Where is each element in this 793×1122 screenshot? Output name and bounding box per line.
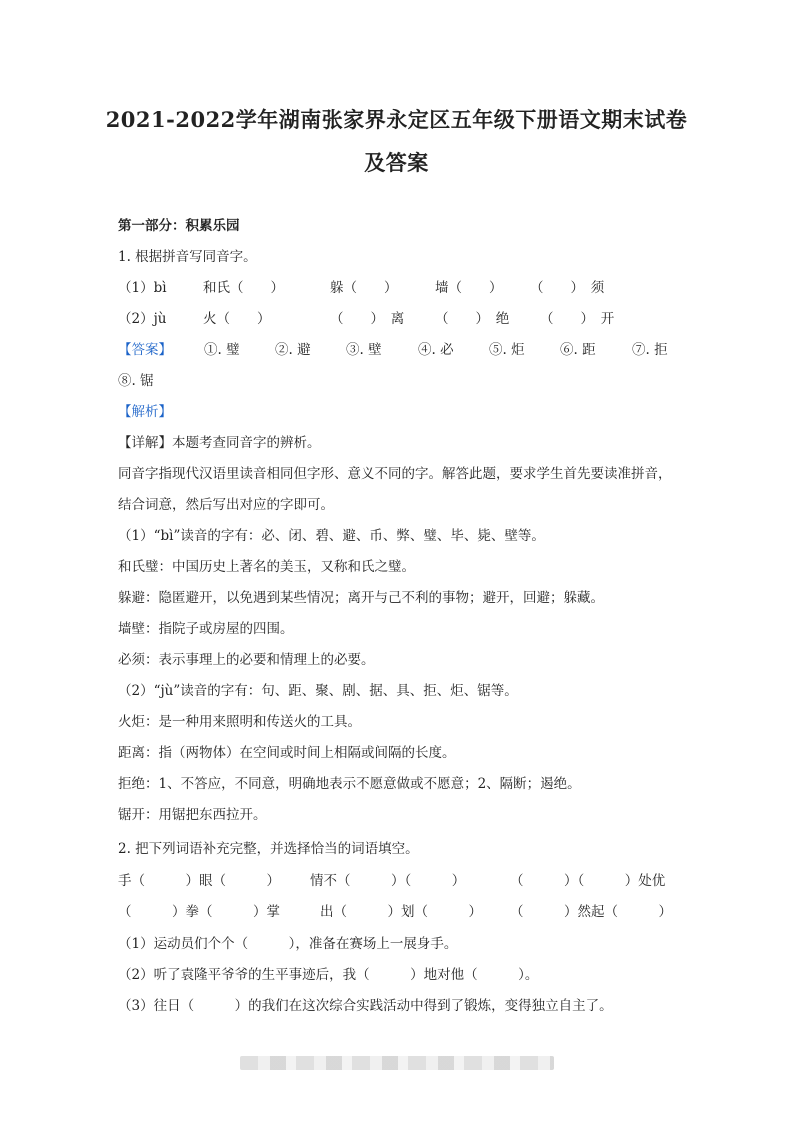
analysis-label: 【解析】 [118, 404, 172, 420]
analysis-line: （1）“bì”读音的字有：必、闭、碧、避、币、弊、璧、毕、毙、壁等。 [118, 528, 545, 544]
analysis-line: 结合词意，然后写出对应的字即可。 [118, 497, 334, 513]
answer-item: ②. 避 [275, 342, 311, 358]
q1-row1-blank: 躲（ ） [330, 280, 398, 296]
blurred-footer [240, 1056, 554, 1070]
analysis-line: 必须：表示事理上的必要和情理上的必要。 [118, 652, 375, 668]
analysis-line: 同音字指现代汉语里读音相同但字形、意义不同的字。解答此题，要求学生首先要读准拼音， [118, 466, 672, 482]
analysis-line: 火炬：是一种用来照明和传送火的工具。 [118, 714, 361, 730]
q2-item: （2）听了袁隆平爷爷的生平事迹后，我（ ）地对他（ ）。 [118, 967, 539, 983]
q2-word-blank: （ ）然起（ ） [510, 904, 672, 920]
q2-word-blank: 手（ ）眼（ ） [118, 873, 280, 889]
q1-row2-blank: 火（ ） [203, 311, 271, 327]
answer-item: ③. 壁 [346, 342, 382, 358]
q1-row2-blank: （ ） 离 [330, 311, 405, 327]
answer-item: ⑥. 距 [560, 342, 596, 358]
q1-row1-blank: 墙（ ） [435, 280, 503, 296]
page-title: 2021-2022学年湖南张家界永定区五年级下册语文期末试卷 [105, 107, 688, 132]
q1-row1-label: （1）bì [118, 280, 167, 296]
q2-word-blank: （ ）（ ）处优 [510, 873, 666, 889]
answer-item: ⑤. 炬 [489, 342, 525, 358]
analysis-line: （2）“jù”读音的字有：句、距、聚、剧、据、具、拒、炬、锯等。 [118, 683, 518, 699]
q1-row1-blank: 和氏（ ） [203, 280, 284, 296]
answer-item: ⑧. 锯 [118, 373, 154, 389]
analysis-line: 墙壁：指院子或房屋的四围。 [118, 621, 294, 637]
analysis-line: 距离：指（两物体）在空间或时间上相隔或间隔的长度。 [118, 745, 456, 761]
q2-word-blank: 情不（ ）（ ） [310, 873, 466, 889]
q1-row1-blank: （ ） 须 [530, 280, 605, 296]
q1-prompt: 1. 根据拼音写同音字。 [118, 249, 257, 265]
q1-row2-label: （2）jù [118, 311, 167, 327]
answer-item: ④. 必 [418, 342, 454, 358]
section-heading: 第一部分：积累乐园 [118, 218, 240, 234]
q2-word-blank: 出（ ）划（ ） [320, 904, 482, 920]
analysis-line: 拒绝：1、不答应，不同意，明确地表示不愿意做或不愿意；2、隔断；遏绝。 [118, 776, 581, 792]
q1-row2-blank: （ ） 绝 [435, 311, 510, 327]
answer-item: ⑦. 拒 [632, 342, 668, 358]
analysis-line: 躲避：隐匿避开，以免遇到某些情况；离开与己不利的事物；避开，回避；躲藏。 [118, 590, 604, 606]
q2-prompt: 2. 把下列词语补充完整，并选择恰当的词语填空。 [118, 841, 419, 857]
analysis-line: 【详解】本题考查同音字的辨析。 [118, 435, 321, 451]
answer-label: 【答案】 [118, 342, 172, 358]
q2-item: （3）往日（ ）的我们在这次综合实践活动中得到了锻炼，变得独立自主了。 [118, 998, 613, 1014]
analysis-line: 和氏璧：中国历史上著名的美玉，又称和氏之璧。 [118, 559, 415, 575]
q1-row2-blank: （ ） 开 [540, 311, 615, 327]
page-title-cont: 及答案 [364, 150, 429, 175]
analysis-line: 锯开：用锯把东西拉开。 [118, 807, 267, 823]
q2-word-blank: （ ）拳（ ）掌 [118, 904, 280, 920]
q2-item: （1）运动员们个个（ ），准备在赛场上一展身手。 [118, 936, 458, 952]
answer-item: ①. 璧 [204, 342, 240, 358]
